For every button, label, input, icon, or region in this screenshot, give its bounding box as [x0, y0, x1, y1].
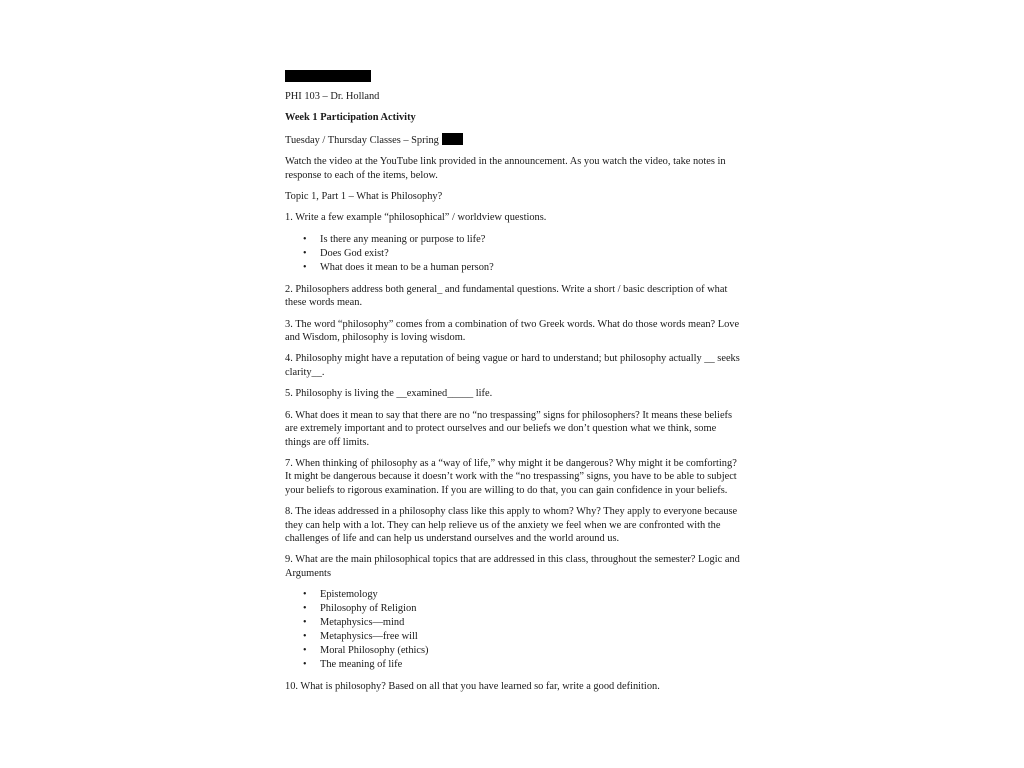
bullet-item: • Is there any meaning or purpose to life?: [320, 233, 740, 247]
question-7: 7. When thinking of philosophy as a “way of life,” why might it be dangerous? Why might it be comforting? It might be dangerous because it doesn’t work with the “no trespassing” signs, you have to be able to subject your beliefs to rigorous examination. If you are willing to do that, you can gain confidence in your beliefs.: [285, 457, 737, 496]
activity-title: Week 1 Participation Activity: [285, 112, 416, 124]
question-2: 2. Philosophers address both general_ and fundamental questions. Write a short / basic description of what these words mean.: [285, 283, 728, 309]
bullet-item: • Metaphysics—free will: [320, 630, 740, 644]
question-3: 3. The word “philosophy” comes from a combination of two Greek words. What do those words mean? Love and Wisdom, philosophy is loving wisdom.: [285, 318, 740, 344]
bullet-item: • Epistemology: [320, 588, 740, 602]
bullet-item: • Philosophy of Religion: [320, 602, 740, 616]
instructions-paragraph: Watch the video at the YouTube link provided in the announcement. As you watch the video, take notes in response to each of the items, below.: [285, 156, 726, 181]
bullet-item: • Moral Philosophy (ethics): [320, 644, 740, 658]
question-5: 5. Philosophy is living the __examined_____ life.: [285, 388, 493, 400]
question-1-bullet-list: [285, 233, 740, 275]
class-schedule-line: [285, 133, 740, 147]
question-10: 10. What is philosophy? Based on all that you have learned so far, write a good definition.: [285, 681, 660, 693]
question-1: 1. Write a few example “philosophical” / worldview questions.: [285, 212, 547, 224]
course-line: PHI 103 – Dr. Holland: [285, 91, 380, 102]
bullet-item: • The meaning of life: [320, 658, 740, 672]
document-page: [285, 70, 740, 702]
question-8: 8. The ideas addressed in a philosophy class like this apply to whom? Why? They apply to everyone because they can help with a lot. They can help relieve us of the anxiety we feel when we are confronted with the challenges of life and can help us understand ourselves and the world around us.: [285, 506, 738, 544]
topic-heading: Topic 1, Part 1 – What is Philosophy?: [285, 191, 443, 203]
class-schedule-text: Tuesday / Thursday Classes – Spring: [285, 134, 439, 146]
redacted-year: [442, 133, 463, 145]
question-4: 4. Philosophy might have a reputation of being vague or hard to understand; but philosophy actually __ seeks clarity__.: [285, 353, 740, 378]
question-6: 6. What does it mean to say that there are no “no trespassing” signs for philosophers? It means these beliefs are extremely important and to protect ourselves and our beliefs we don’t question what we think, some things are off limits.: [285, 409, 733, 448]
bullet-item: • Metaphysics—mind: [320, 616, 740, 630]
redacted-student-name: [285, 70, 371, 82]
question-9: 9. What are the main philosophical topics that are addressed in this class, throughout the semester? Logic and Arguments: [285, 554, 740, 579]
bullet-item: • Does God exist?: [320, 247, 740, 261]
question-9-bullet-list: [285, 588, 740, 672]
bullet-item: • What does it mean to be a human person?: [320, 261, 740, 275]
